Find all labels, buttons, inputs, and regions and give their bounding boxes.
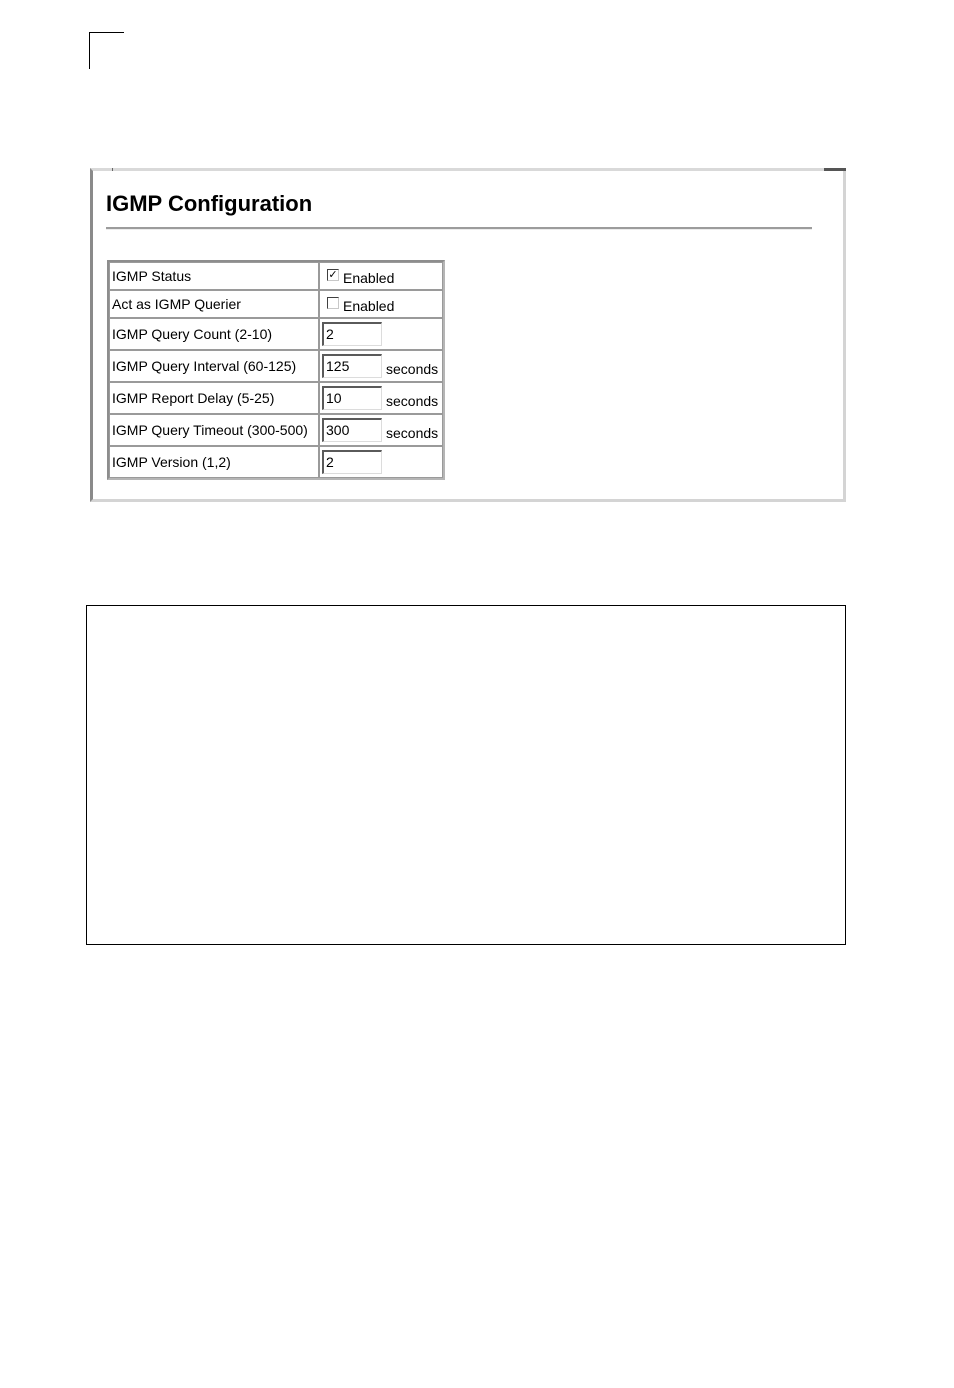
igmp-version-input[interactable]: 2	[322, 450, 382, 474]
igmp-settings-table	[107, 260, 445, 480]
query-interval-unit: seconds	[386, 360, 439, 377]
act-as-querier-checkbox[interactable]	[327, 297, 339, 309]
query-timeout-cell	[319, 414, 443, 446]
report-delay-input[interactable]: 10	[322, 386, 382, 410]
query-timeout-label: IGMP Query Timeout (300-500)	[109, 414, 319, 446]
query-count-label: IGMP Query Count (2-10)	[109, 318, 319, 350]
igmp-version-cell	[319, 446, 443, 478]
igmp-status-checkbox-label[interactable]: Enabled	[343, 270, 395, 286]
act-as-querier-checkbox-label[interactable]: Enabled	[343, 298, 395, 314]
window-frame-edge	[824, 168, 846, 171]
row-report-delay	[109, 382, 443, 414]
query-interval-input[interactable]: 125	[322, 354, 382, 378]
act-as-querier-cell	[319, 290, 443, 318]
report-delay-cell	[319, 382, 443, 414]
igmp-version-label: IGMP Version (1,2)	[109, 446, 319, 478]
row-igmp-status	[109, 262, 443, 290]
igmp-status-label: IGMP Status	[109, 262, 319, 290]
igmp-status-cell	[319, 262, 443, 290]
row-act-as-querier	[109, 290, 443, 318]
crop-mark-vertical	[89, 32, 90, 69]
act-as-querier-label: Act as IGMP Querier	[109, 290, 319, 318]
report-delay-label: IGMP Report Delay (5-25)	[109, 382, 319, 414]
window-frame-tick	[112, 168, 113, 171]
row-query-interval	[109, 350, 443, 382]
query-timeout-unit: seconds	[386, 424, 439, 441]
crop-mark-horizontal	[89, 32, 124, 33]
query-count-cell	[319, 318, 443, 350]
query-interval-cell	[319, 350, 443, 382]
query-interval-label: IGMP Query Interval (60-125)	[109, 350, 319, 382]
title-divider	[106, 227, 812, 230]
igmp-configuration-panel	[90, 168, 846, 502]
row-query-count	[109, 318, 443, 350]
query-count-input[interactable]: 2	[322, 322, 382, 346]
page-title: IGMP Configuration	[106, 191, 313, 216]
report-delay-unit: seconds	[386, 392, 439, 409]
row-query-timeout	[109, 414, 443, 446]
row-igmp-version	[109, 446, 443, 478]
query-timeout-input[interactable]: 300	[322, 418, 382, 442]
igmp-status-checkbox[interactable]: ✓	[328, 269, 338, 281]
empty-content-box	[86, 605, 846, 945]
